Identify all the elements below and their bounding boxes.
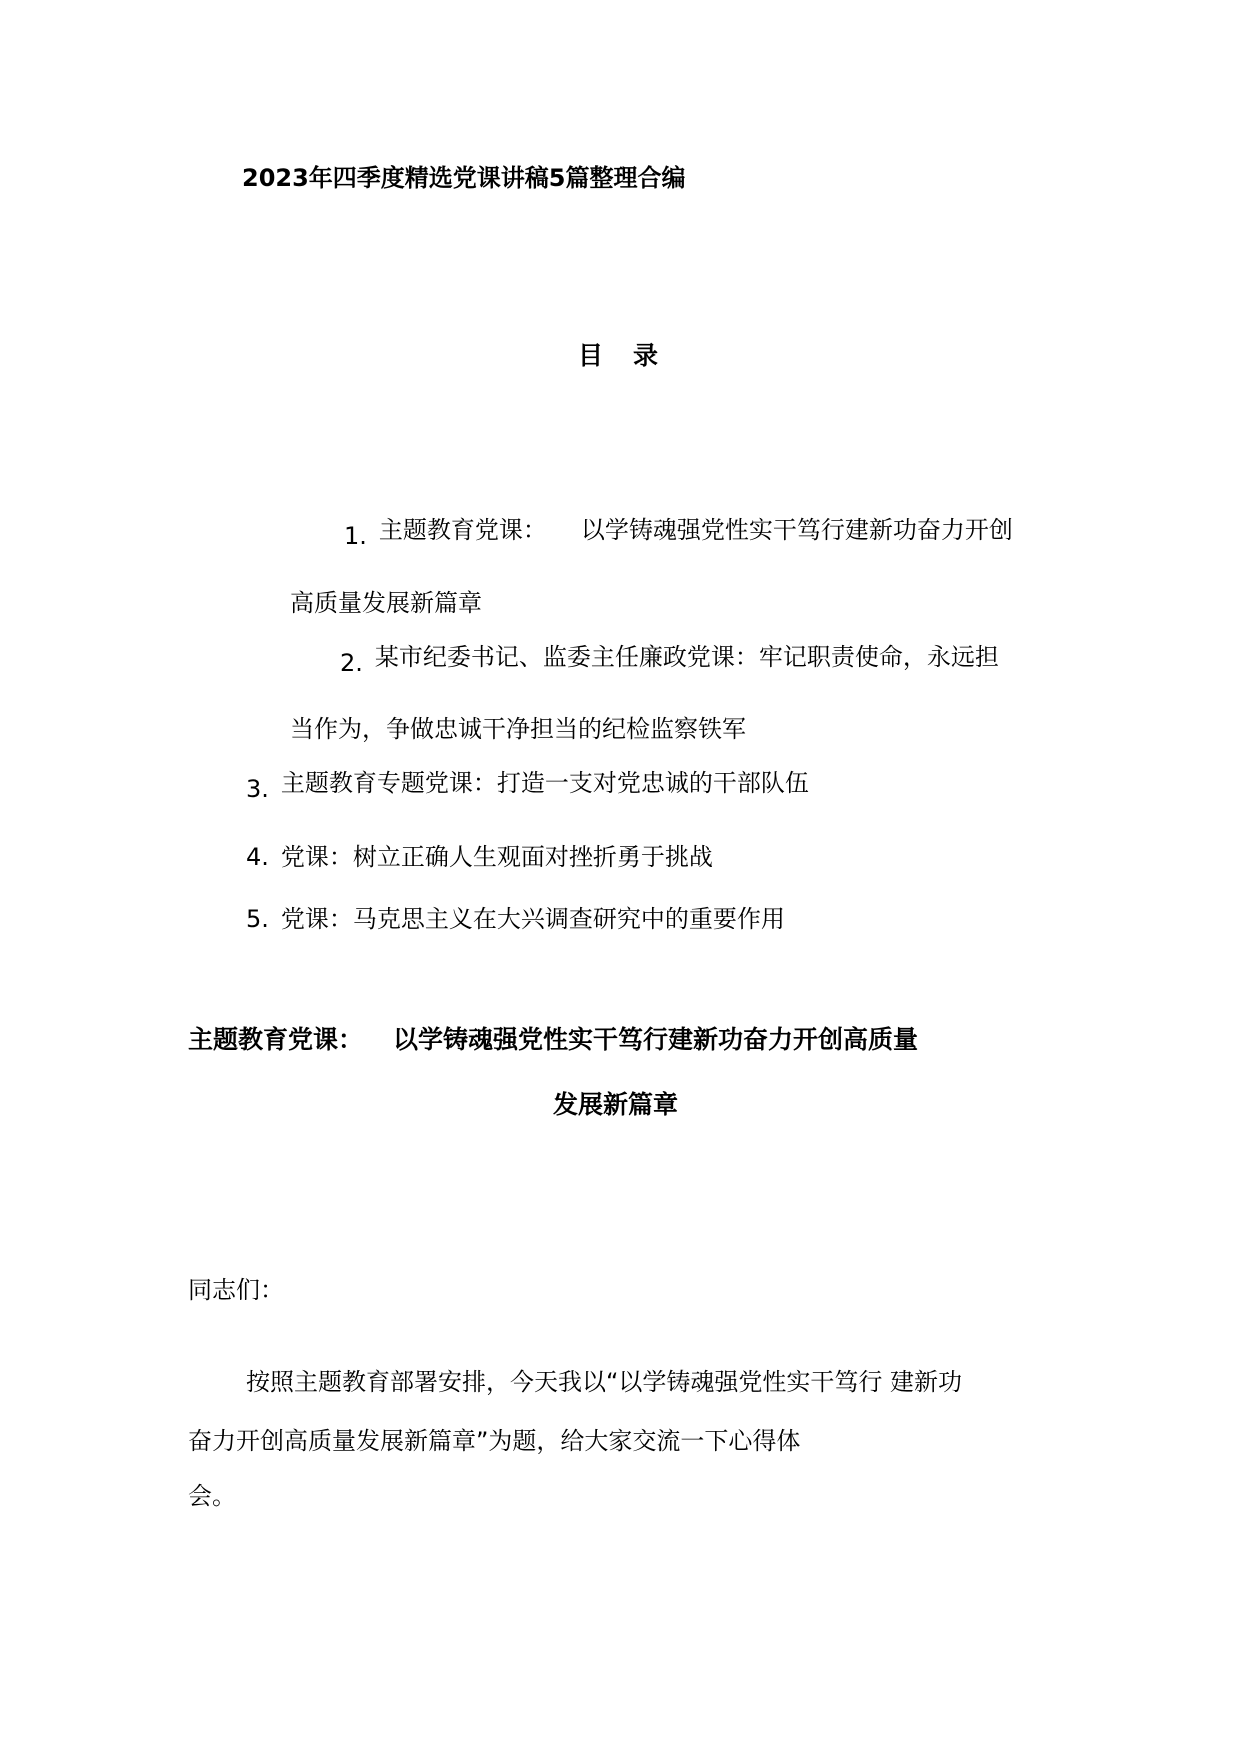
toc-item-number: 2.: [340, 649, 363, 677]
paragraph-line: 奋力开创高质量发展新篇章”为题，给大家交流一下心得体: [188, 1427, 801, 1455]
toc-item-1-continued[interactable]: 高质量发展新篇章: [290, 589, 482, 617]
toc-item-number: 3.: [246, 775, 269, 803]
toc-item-5[interactable]: [246, 903, 785, 935]
toc-item-title: 主题教育专题党课：打造一支对党忠诚的干部队伍: [280, 769, 809, 797]
section-title: [188, 1024, 918, 1056]
toc-item-label: 主题教育党课：: [378, 516, 547, 544]
salutation: 同志们：: [188, 1276, 284, 1304]
toc-item-3[interactable]: [246, 767, 809, 803]
section-title-label: 主题教育党课：: [188, 1025, 364, 1054]
toc-item-2[interactable]: [340, 641, 999, 677]
section-title-text: 以学铸魂强党性实干笃行建新功奋力开创高质量: [393, 1025, 919, 1054]
document-title: 2023年四季度精选党课讲稿5篇整理合编: [242, 164, 686, 192]
toc-item-title: 某市纪委书记、监委主任廉政党课：牢记职责使命，永远担: [374, 643, 999, 671]
toc-item-number: 5.: [246, 905, 269, 933]
toc-item-number: 4.: [246, 843, 269, 871]
toc-heading-char-2: 录: [633, 341, 659, 370]
toc-item-1[interactable]: [344, 514, 1013, 550]
toc-item-2-continued[interactable]: 当作为，争做忠诚干净担当的纪检监察铁军: [290, 715, 746, 743]
toc-item-title: 以学铸魂强党性实干笃行建新功奋力开创: [580, 516, 1013, 544]
paragraph-line: 会。: [188, 1482, 236, 1510]
toc-heading: [578, 340, 658, 372]
toc-item-number: 1.: [344, 522, 367, 550]
toc-item-title: 党课：树立正确人生观面对挫折勇于挑战: [280, 843, 713, 871]
toc-heading-char-1: 目: [578, 341, 604, 370]
toc-item-title: 党课：马克思主义在大兴调查研究中的重要作用: [280, 905, 785, 933]
paragraph-line: 按照主题教育部署安排，今天我以“以学铸魂强党性实干笃行 建新功: [246, 1368, 963, 1396]
section-title-continued: 发展新篇章: [553, 1090, 679, 1119]
toc-item-4[interactable]: [246, 841, 713, 873]
